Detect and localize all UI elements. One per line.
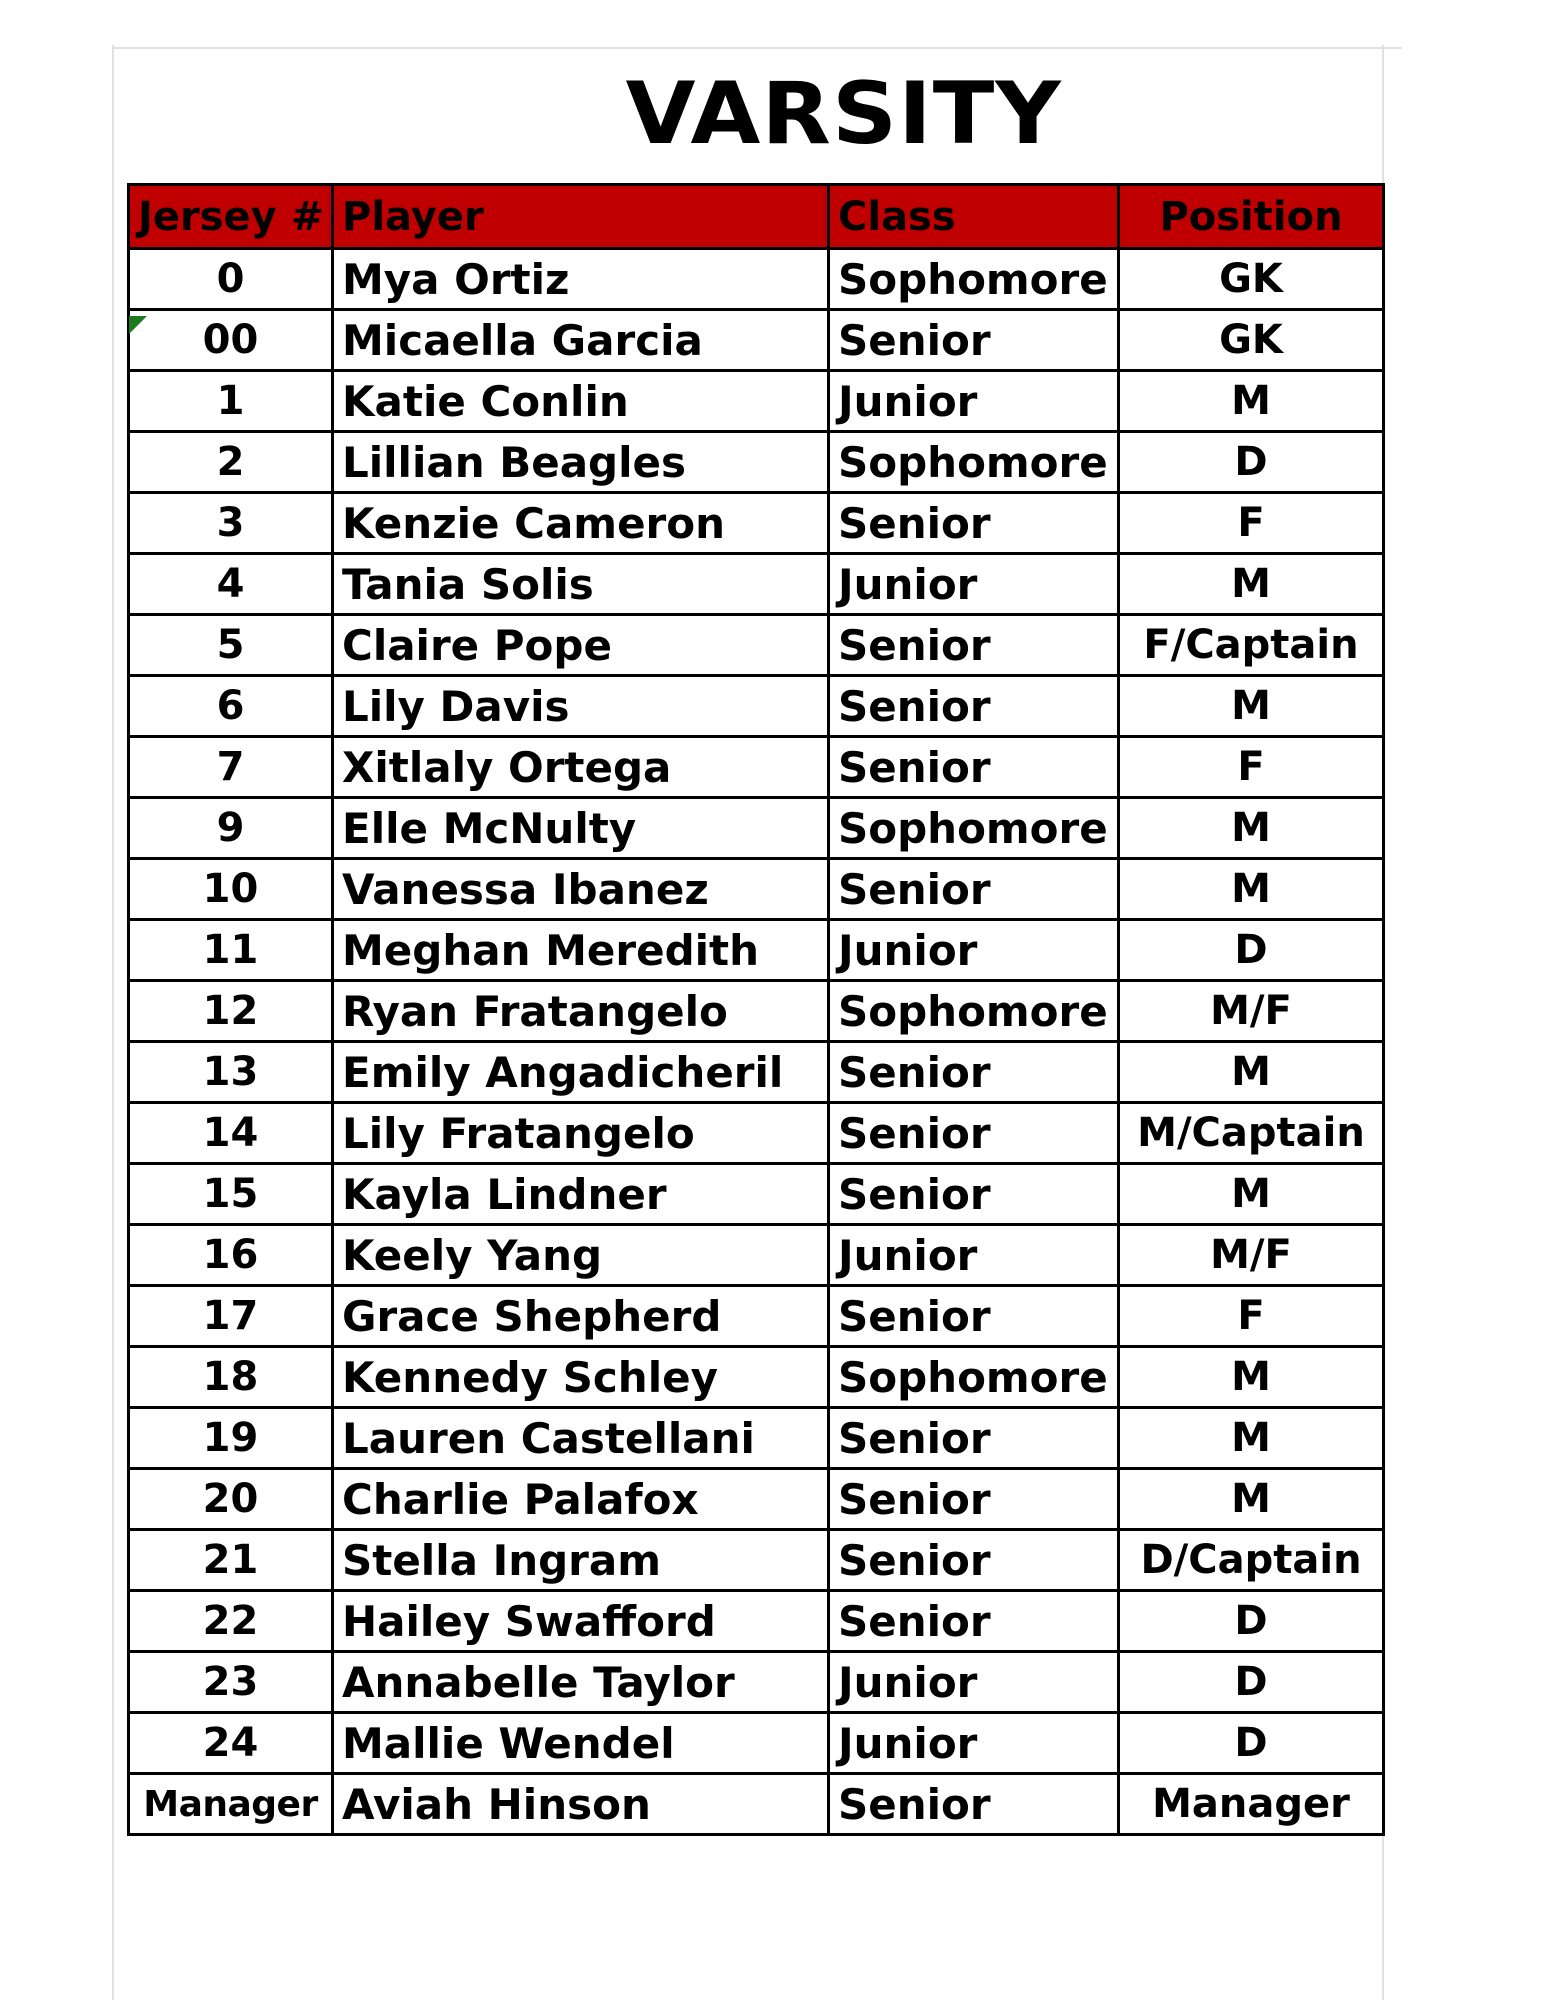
jersey-cell[interactable]: 20: [129, 1469, 333, 1530]
table-row: [129, 310, 1384, 371]
player-cell[interactable]: Aviah Hinson: [333, 1774, 829, 1835]
player-cell[interactable]: Kenzie Cameron: [333, 493, 829, 554]
position-cell[interactable]: D: [1119, 1591, 1384, 1652]
class-cell[interactable]: Senior: [829, 493, 1119, 554]
jersey-cell[interactable]: 12: [129, 981, 333, 1042]
class-cell[interactable]: Senior: [829, 1103, 1119, 1164]
table-row: [129, 554, 1384, 615]
jersey-cell[interactable]: 2: [129, 432, 333, 493]
class-cell[interactable]: Junior: [829, 1225, 1119, 1286]
jersey-cell[interactable]: 00: [129, 310, 333, 371]
header-class[interactable]: Class: [829, 185, 1119, 249]
header-player[interactable]: Player: [333, 185, 829, 249]
jersey-cell[interactable]: 16: [129, 1225, 333, 1286]
class-cell[interactable]: Sophomore: [829, 981, 1119, 1042]
class-cell[interactable]: Senior: [829, 1530, 1119, 1591]
player-cell[interactable]: Tania Solis: [333, 554, 829, 615]
player-cell[interactable]: Katie Conlin: [333, 371, 829, 432]
position-cell[interactable]: M: [1119, 554, 1384, 615]
table-row: [129, 920, 1384, 981]
player-cell[interactable]: Stella Ingram: [333, 1530, 829, 1591]
jersey-cell[interactable]: 7: [129, 737, 333, 798]
class-cell[interactable]: Junior: [829, 920, 1119, 981]
table-row: [129, 676, 1384, 737]
jersey-cell[interactable]: 22: [129, 1591, 333, 1652]
player-cell[interactable]: Keely Yang: [333, 1225, 829, 1286]
jersey-cell[interactable]: Manager: [129, 1774, 333, 1835]
jersey-cell[interactable]: 4: [129, 554, 333, 615]
player-cell[interactable]: Mallie Wendel: [333, 1713, 829, 1774]
table-row: [129, 1286, 1384, 1347]
table-row: [129, 798, 1384, 859]
table-row: [129, 981, 1384, 1042]
jersey-cell[interactable]: 10: [129, 859, 333, 920]
table-row: [129, 249, 1384, 310]
position-cell[interactable]: F: [1119, 493, 1384, 554]
position-cell[interactable]: M: [1119, 1408, 1384, 1469]
jersey-cell[interactable]: 5: [129, 615, 333, 676]
position-cell[interactable]: F: [1119, 737, 1384, 798]
jersey-cell[interactable]: 17: [129, 1286, 333, 1347]
table-row: [129, 1713, 1384, 1774]
class-cell[interactable]: Junior: [829, 371, 1119, 432]
jersey-cell[interactable]: 24: [129, 1713, 333, 1774]
table-row: [129, 1530, 1384, 1591]
jersey-cell[interactable]: 9: [129, 798, 333, 859]
player-cell[interactable]: Ryan Fratangelo: [333, 981, 829, 1042]
position-cell[interactable]: D: [1119, 920, 1384, 981]
jersey-cell[interactable]: 11: [129, 920, 333, 981]
jersey-cell[interactable]: 14: [129, 1103, 333, 1164]
position-cell[interactable]: M: [1119, 1042, 1384, 1103]
player-cell[interactable]: Kayla Lindner: [333, 1164, 829, 1225]
player-cell[interactable]: Lillian Beagles: [333, 432, 829, 493]
player-cell[interactable]: Micaella Garcia: [333, 310, 829, 371]
player-cell[interactable]: Meghan Meredith: [333, 920, 829, 981]
gridline-vertical: [112, 45, 114, 2000]
table-row: [129, 1164, 1384, 1225]
roster-body: [129, 249, 1384, 1835]
class-cell[interactable]: Senior: [829, 1286, 1119, 1347]
player-cell[interactable]: Grace Shepherd: [333, 1286, 829, 1347]
table-row: [129, 1774, 1384, 1835]
position-cell[interactable]: M: [1119, 371, 1384, 432]
class-cell[interactable]: Sophomore: [829, 798, 1119, 859]
table-row: [129, 1347, 1384, 1408]
position-cell[interactable]: M: [1119, 798, 1384, 859]
roster-table: [127, 183, 1385, 1836]
position-cell[interactable]: Manager: [1119, 1774, 1384, 1835]
position-cell[interactable]: F: [1119, 1286, 1384, 1347]
position-cell[interactable]: D: [1119, 1652, 1384, 1713]
class-cell[interactable]: Senior: [829, 615, 1119, 676]
position-cell[interactable]: GK: [1119, 249, 1384, 310]
table-row: [129, 1042, 1384, 1103]
class-cell[interactable]: Senior: [829, 1591, 1119, 1652]
class-cell[interactable]: Senior: [829, 859, 1119, 920]
class-cell[interactable]: Senior: [829, 1469, 1119, 1530]
class-cell[interactable]: Senior: [829, 1164, 1119, 1225]
position-cell[interactable]: M: [1119, 1347, 1384, 1408]
position-cell[interactable]: M: [1119, 1164, 1384, 1225]
header-row: [129, 185, 1384, 249]
player-cell[interactable]: Elle McNulty: [333, 798, 829, 859]
player-cell[interactable]: Claire Pope: [333, 615, 829, 676]
jersey-cell[interactable]: 0: [129, 249, 333, 310]
class-cell[interactable]: Junior: [829, 1652, 1119, 1713]
class-cell[interactable]: Sophomore: [829, 432, 1119, 493]
position-cell[interactable]: M: [1119, 859, 1384, 920]
jersey-cell[interactable]: 23: [129, 1652, 333, 1713]
class-cell[interactable]: Senior: [829, 1408, 1119, 1469]
table-row: [129, 493, 1384, 554]
player-cell[interactable]: Mya Ortiz: [333, 249, 829, 310]
class-cell[interactable]: Junior: [829, 1713, 1119, 1774]
header-position[interactable]: Position: [1119, 185, 1384, 249]
table-row: [129, 1103, 1384, 1164]
table-row: [129, 432, 1384, 493]
position-cell[interactable]: D: [1119, 1713, 1384, 1774]
jersey-cell[interactable]: 18: [129, 1347, 333, 1408]
table-row: [129, 371, 1384, 432]
table-row: [129, 615, 1384, 676]
table-row: [129, 1591, 1384, 1652]
jersey-cell[interactable]: 6: [129, 676, 333, 737]
player-cell[interactable]: Charlie Palafox: [333, 1469, 829, 1530]
position-cell[interactable]: M: [1119, 1469, 1384, 1530]
table-row: [129, 1469, 1384, 1530]
position-cell[interactable]: M/Captain: [1119, 1103, 1384, 1164]
player-cell[interactable]: Xitlaly Ortega: [333, 737, 829, 798]
jersey-cell[interactable]: 3: [129, 493, 333, 554]
jersey-cell[interactable]: 13: [129, 1042, 333, 1103]
position-cell[interactable]: M: [1119, 676, 1384, 737]
jersey-cell[interactable]: 15: [129, 1164, 333, 1225]
class-cell[interactable]: Senior: [829, 1774, 1119, 1835]
player-cell[interactable]: Kennedy Schley: [333, 1347, 829, 1408]
player-cell[interactable]: Lily Davis: [333, 676, 829, 737]
class-cell[interactable]: Senior: [829, 310, 1119, 371]
table-row: [129, 859, 1384, 920]
class-cell[interactable]: Sophomore: [829, 249, 1119, 310]
class-cell[interactable]: Senior: [829, 1042, 1119, 1103]
table-row: [129, 1652, 1384, 1713]
position-cell[interactable]: F/Captain: [1119, 615, 1384, 676]
jersey-cell[interactable]: 19: [129, 1408, 333, 1469]
position-cell[interactable]: M/F: [1119, 1225, 1384, 1286]
player-cell[interactable]: Annabelle Taylor: [333, 1652, 829, 1713]
player-cell[interactable]: Emily Angadicheril: [333, 1042, 829, 1103]
sheet-title: VARSITY: [625, 64, 1062, 164]
jersey-cell[interactable]: 1: [129, 371, 333, 432]
class-cell[interactable]: Junior: [829, 554, 1119, 615]
table-row: [129, 1225, 1384, 1286]
position-cell[interactable]: M/F: [1119, 981, 1384, 1042]
header-jersey[interactable]: Jersey #: [129, 185, 333, 249]
player-cell[interactable]: Vanessa Ibanez: [333, 859, 829, 920]
position-cell[interactable]: D/Captain: [1119, 1530, 1384, 1591]
position-cell[interactable]: D: [1119, 432, 1384, 493]
player-cell[interactable]: Lily Fratangelo: [333, 1103, 829, 1164]
jersey-cell[interactable]: 21: [129, 1530, 333, 1591]
spreadsheet: [127, 45, 1385, 1836]
class-cell[interactable]: Senior: [829, 676, 1119, 737]
player-cell[interactable]: Hailey Swafford: [333, 1591, 829, 1652]
table-row: [129, 1408, 1384, 1469]
table-row: [129, 737, 1384, 798]
player-cell[interactable]: Lauren Castellani: [333, 1408, 829, 1469]
position-cell[interactable]: GK: [1119, 310, 1384, 371]
class-cell[interactable]: Senior: [829, 737, 1119, 798]
error-indicator-icon[interactable]: [129, 316, 147, 334]
class-cell[interactable]: Sophomore: [829, 1347, 1119, 1408]
